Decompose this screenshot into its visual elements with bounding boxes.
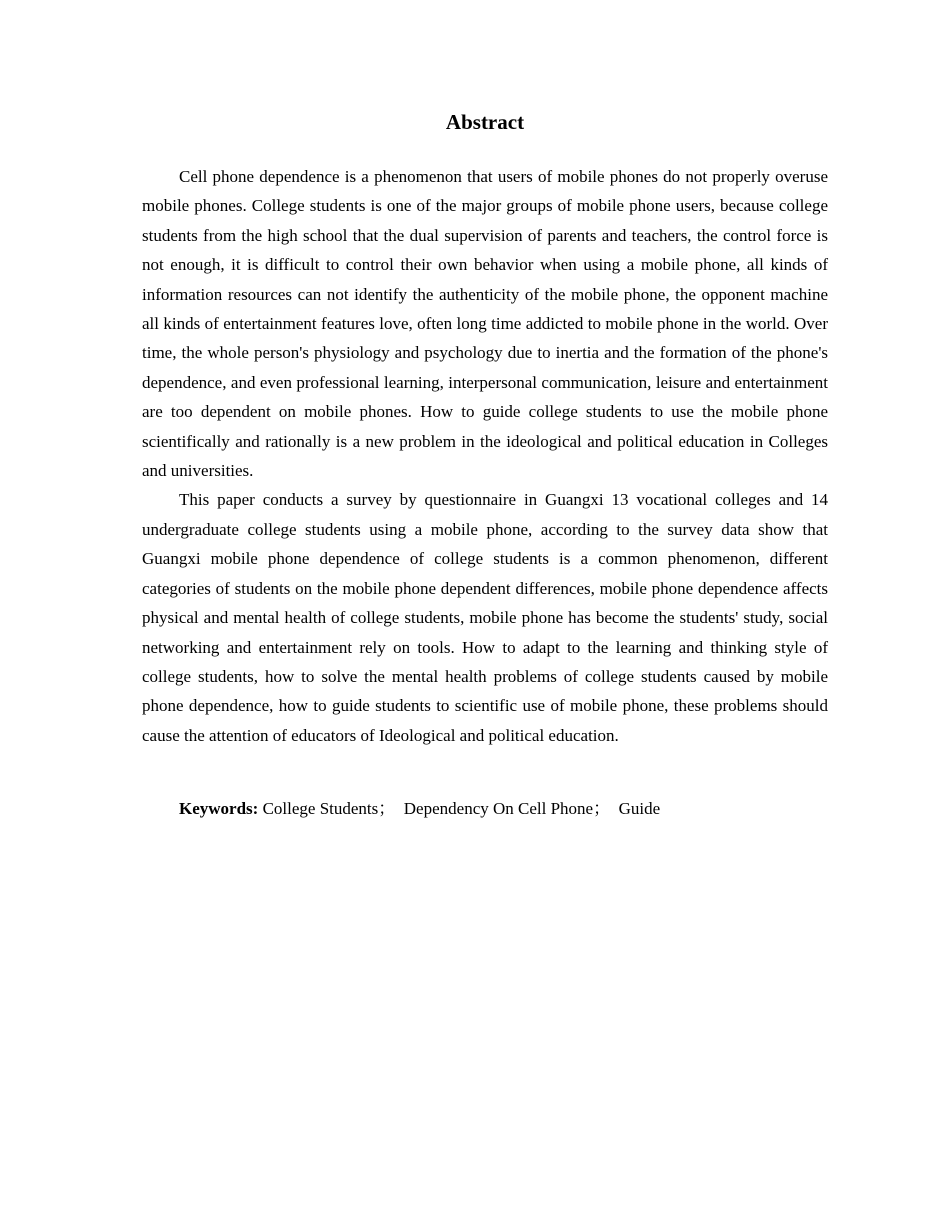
keywords-line [142, 794, 828, 823]
keywords-label: Keywords: [179, 799, 259, 819]
abstract-paragraph-2: This paper conducts a survey by questionnaire in Guangxi 13 vocational colleges and 14 undergraduate college students using a mobile phone, according to the survey data show that Guangxi mobile phone dependence of college students is a common phenomenon, different categories of students on the mobile phone dependent differences, mobile phone dependence affects physical and mental health of college students, mobile phone has become the students' study, social networking and entertainment rely on tools. How to adapt to the learning and thinking style of college students, how to solve the mental health problems of college students caused by mobile phone dependence, how to guide students to scientific use of mobile phone, these problems should cause the attention of educators of Ideological and political education. [142, 490, 828, 745]
keyword-item: Guide [618, 799, 661, 819]
abstract-title: Abstract [445, 110, 525, 134]
keyword-item: Dependency On Cell Phone； [403, 799, 611, 819]
keyword-item: College Students； [262, 799, 396, 819]
abstract-section [142, 108, 828, 824]
abstract-paragraph-1: Cell phone dependence is a phenomenon that users of mobile phones do not properly overuse mobile phones. College students is one of the major groups of mobile phone users, because college students from the high school that the dual supervision of parents and teachers, the control force is not enough, it is difficult to control their own behavior when using a mobile phone, all kinds of information resources can not identify the authenticity of the mobile phone, the opponent machine all kinds of entertainment features love, often long time addicted to mobile phone in the world. Over time, the whole person's physiology and psychology due to inertia and the formation of the phone's dependence, and even professional learning, interpersonal communication, leisure and entertainment are too dependent on mobile phones. How to guide college students to use the mobile phone scientifically and rationally is a new problem in the ideological and political education in Colleges and universities. [142, 167, 828, 481]
